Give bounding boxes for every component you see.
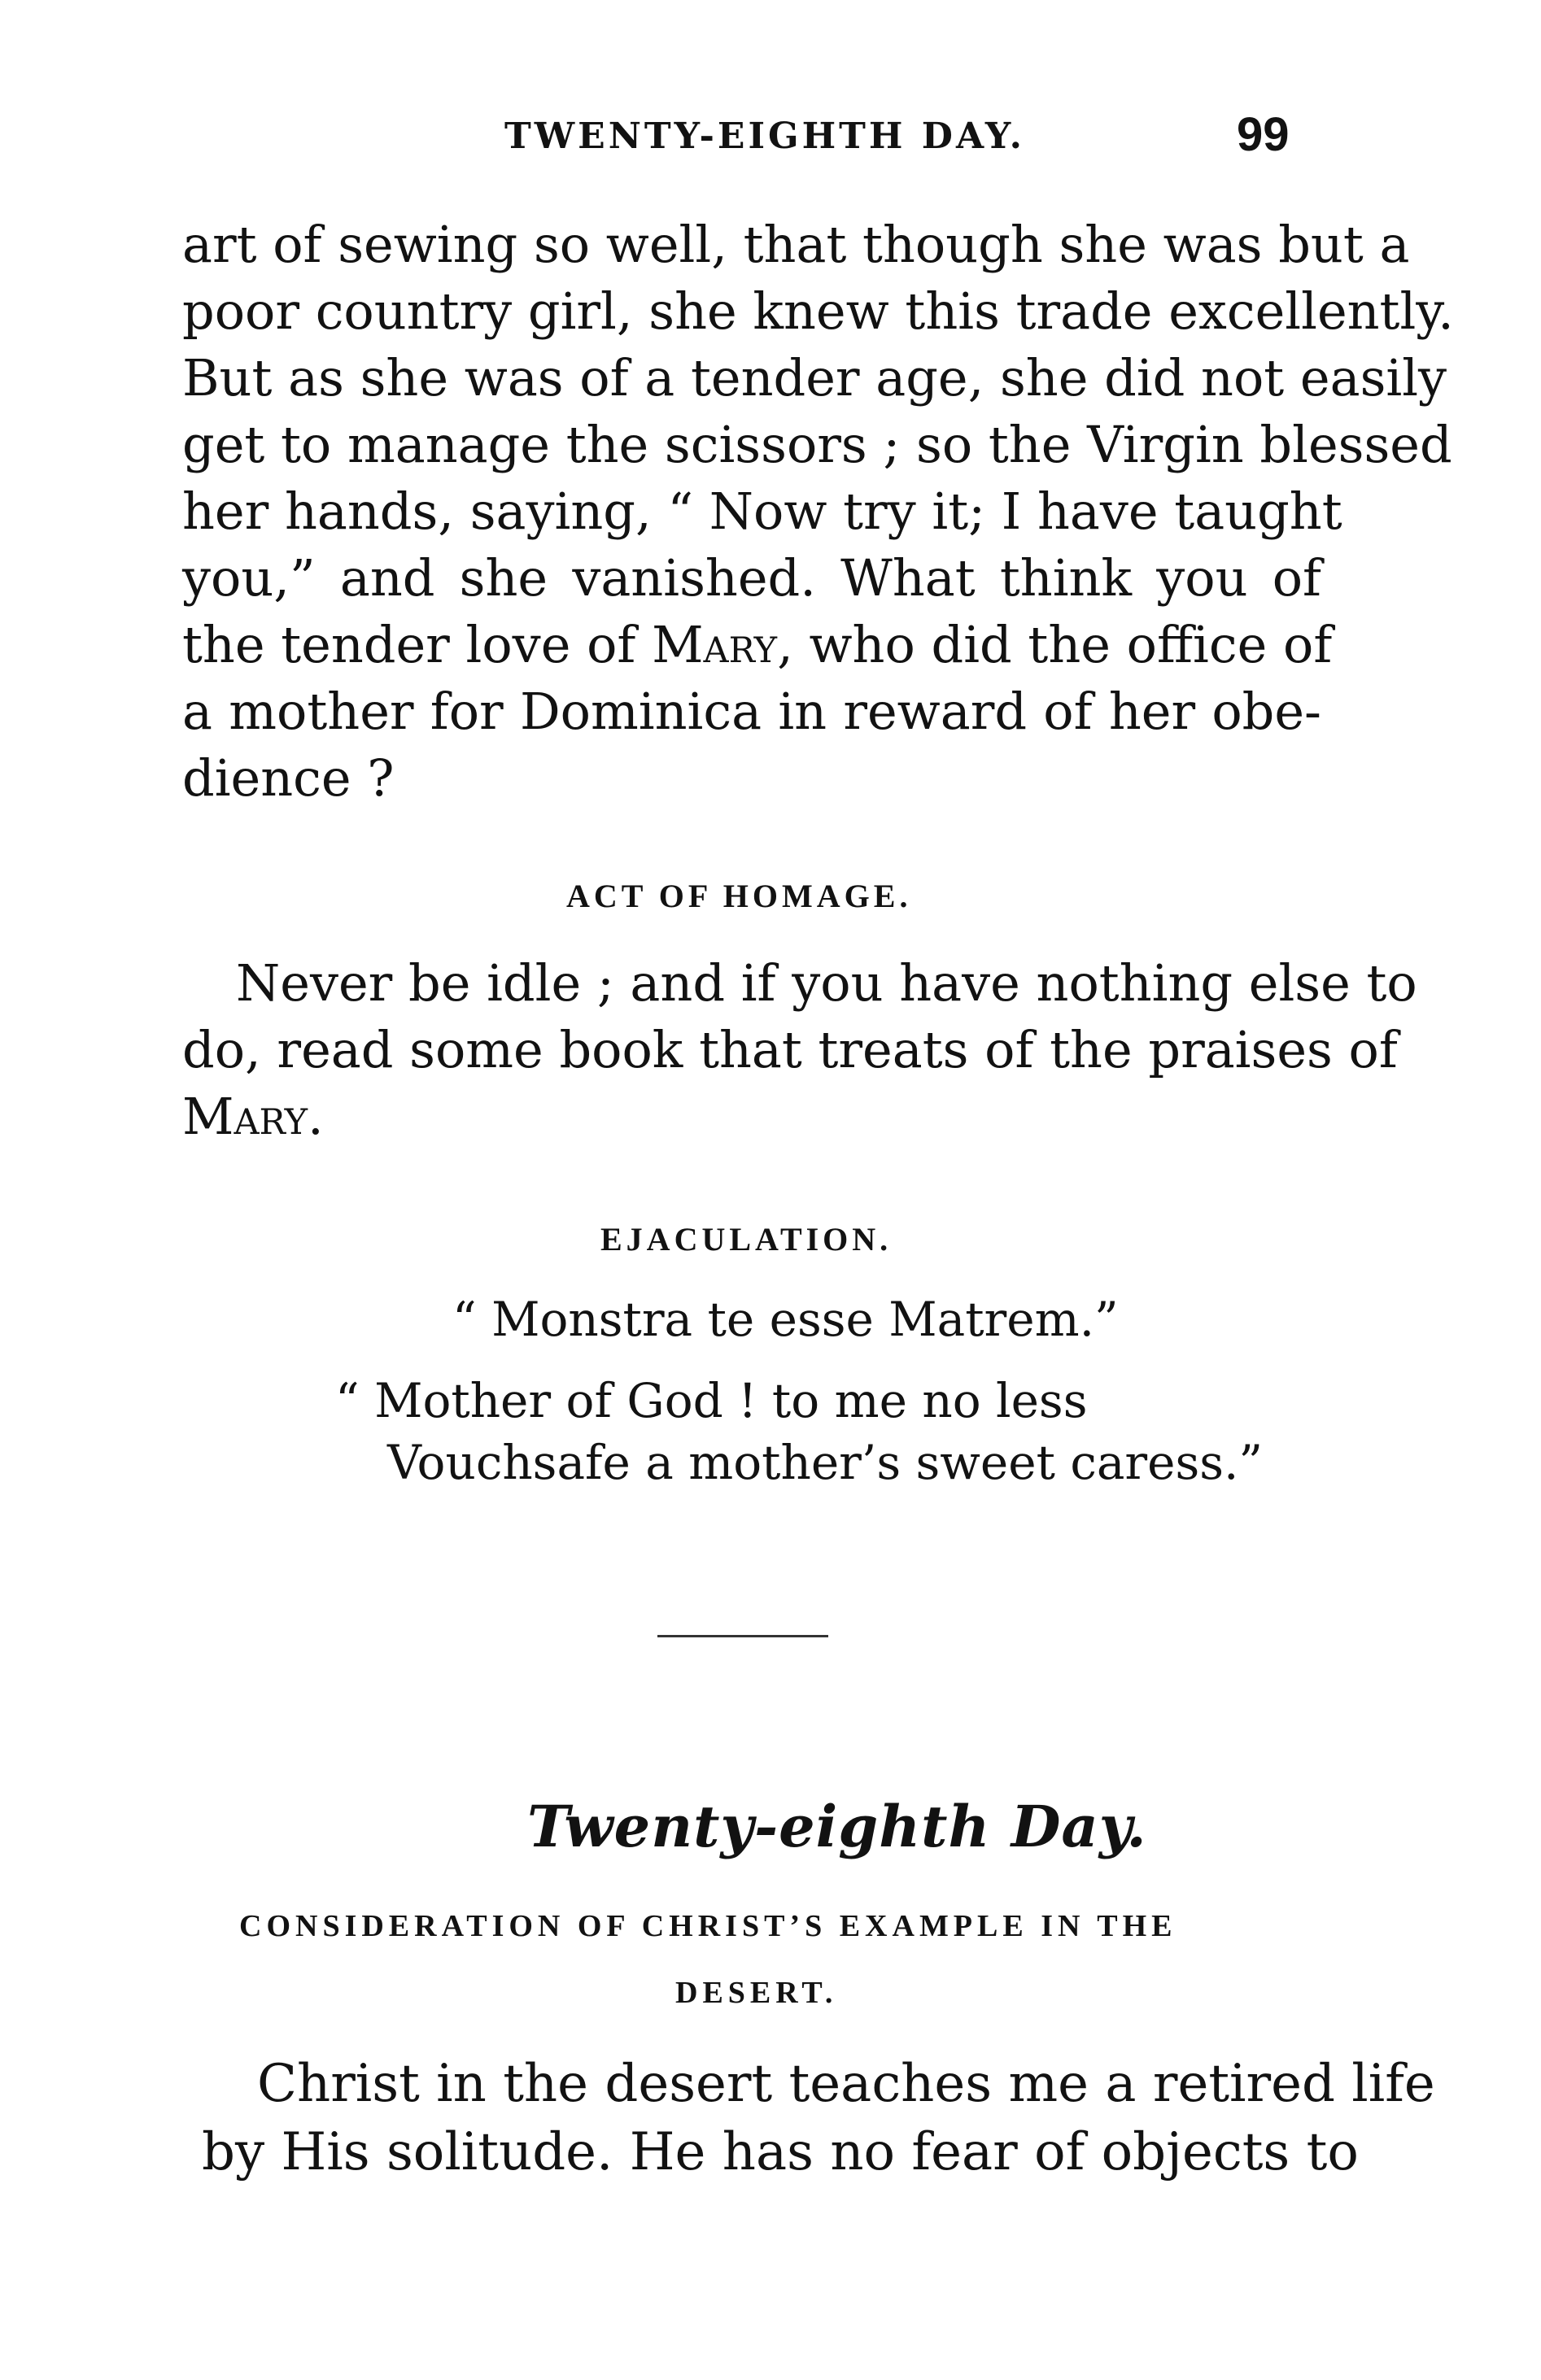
paragraph-line: Never be idle ; and if you have nothing else to <box>236 953 1417 1013</box>
paragraph-line: dience ? <box>182 748 395 808</box>
verse-line: Vouchsafe a mother’s sweet caress.” <box>387 1435 1264 1490</box>
name-mary: Mary <box>652 615 778 674</box>
paragraph-line <box>182 1087 1321 1146</box>
section-divider <box>657 1635 828 1637</box>
page-number: 99 <box>1237 108 1290 161</box>
paragraph-line: a mother for Dominica in reward of her obe- <box>182 682 1321 741</box>
paragraph-line: get to manage the scissors ; so the Virgin blessed <box>182 415 1452 474</box>
consideration-heading-line: CONSIDERATION OF CHRIST’S EXAMPLE IN THE <box>239 1909 1177 1943</box>
paragraph-line: art of sewing so well, that though she was but a <box>182 215 1410 274</box>
paragraph-line: by His solitude. He has no fear of objects to <box>202 2122 1359 2182</box>
text-run: , who did the office of <box>777 615 1333 674</box>
text-run: the tender love of <box>182 615 653 674</box>
paragraph-line: you,” and she vanished. What think you of <box>182 548 1321 608</box>
verse-line: “ Mother of God ! to me no less <box>335 1373 1088 1428</box>
paragraph-line: poor country girl, she knew this trade excellently. <box>182 281 1454 341</box>
paragraph-line: Christ in the desert teaches me a retired life <box>257 2054 1435 2114</box>
paragraph-line: do, read some book that treats of the praises of <box>182 1020 1398 1079</box>
section-heading-act-of-homage: ACT OF HOMAGE. <box>566 878 912 914</box>
paragraph-line: But as she was of a tender age, she did not easily <box>182 348 1447 408</box>
day-title: Twenty-eighth Day. <box>527 1793 1147 1860</box>
running-head: TWENTY-EIGHTH DAY. <box>504 116 1025 157</box>
name-mary: Mary <box>182 1087 308 1146</box>
paragraph-line <box>182 615 1333 674</box>
text-run: . <box>307 1087 324 1146</box>
consideration-heading-line: DESERT. <box>675 1976 838 2010</box>
latin-ejaculation: “ Monstra te esse Matrem.” <box>452 1292 1119 1347</box>
paragraph-line: her hands, saying, “ Now try it; I have taught <box>182 482 1342 541</box>
section-heading-ejaculation: EJACULATION. <box>600 1221 893 1258</box>
